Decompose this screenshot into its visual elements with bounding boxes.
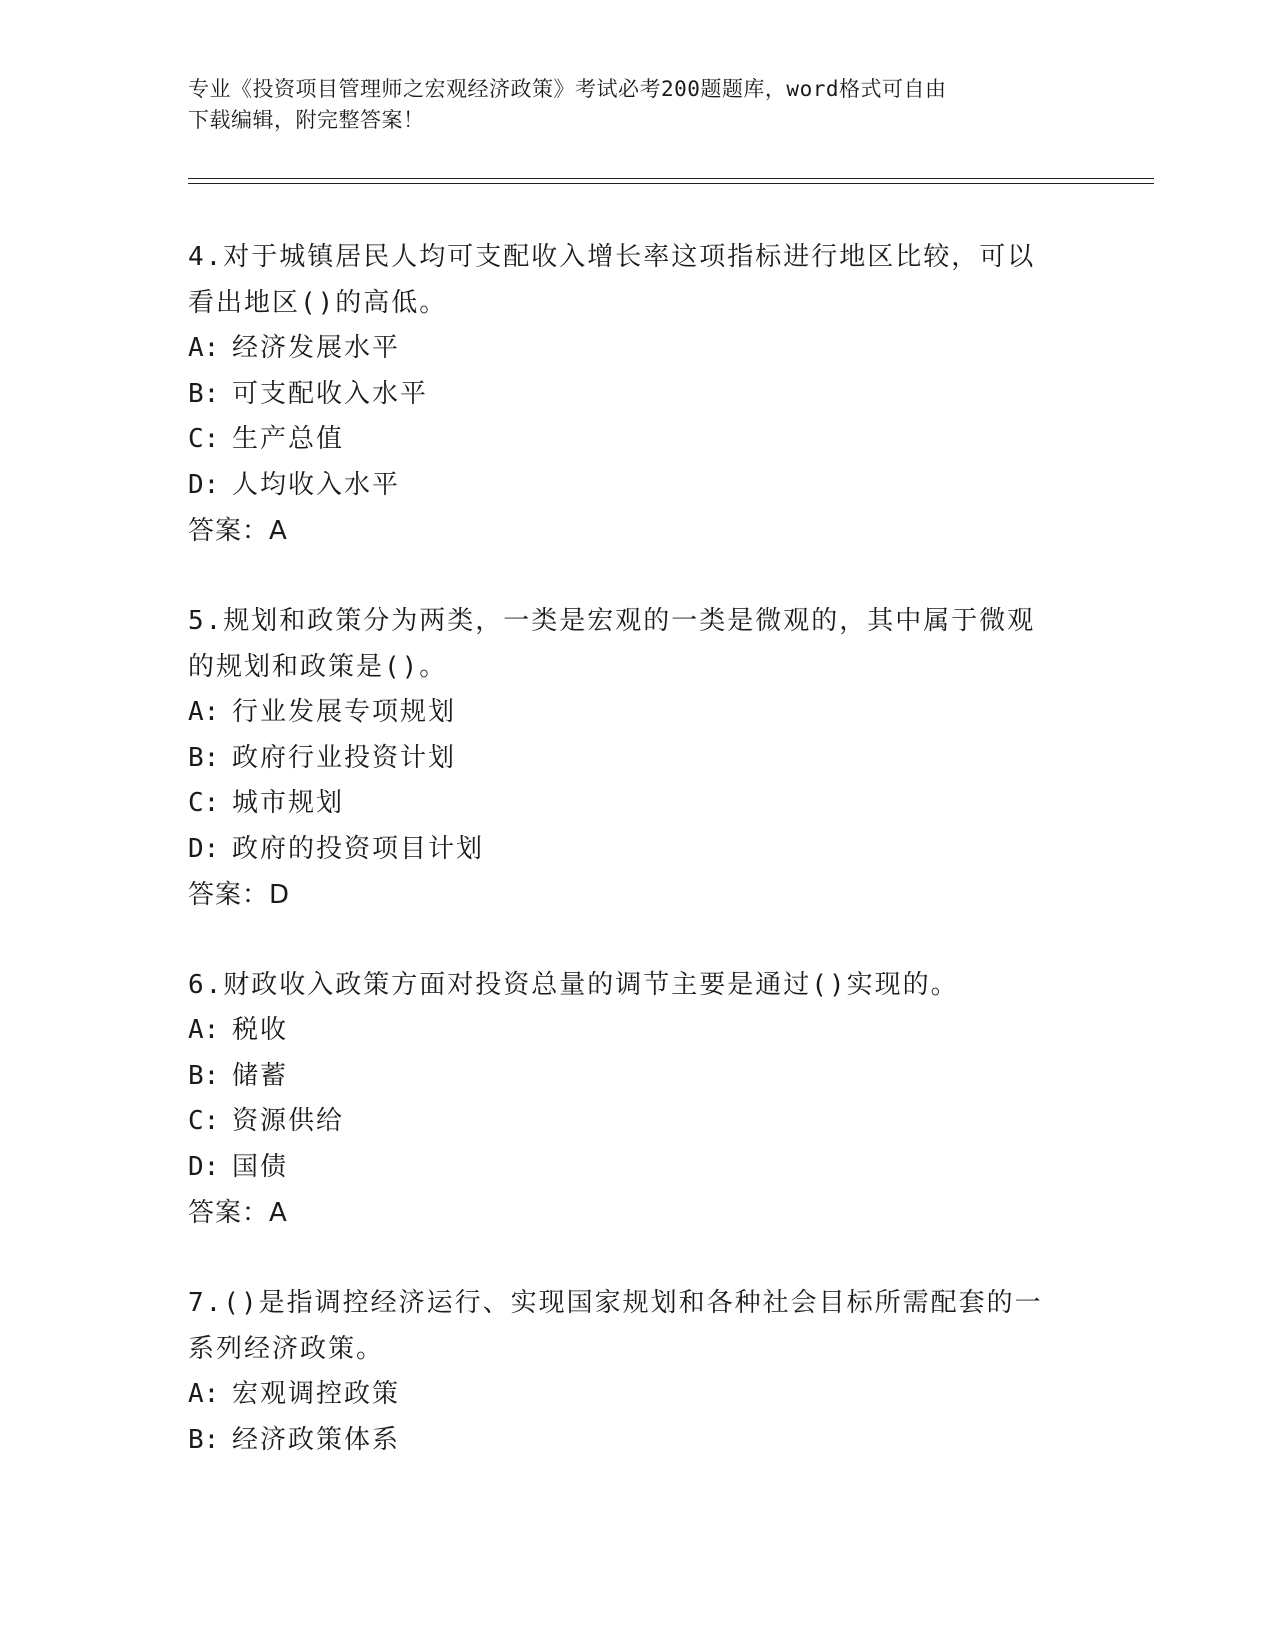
option-a bbox=[188, 326, 1068, 372]
header-divider-bottom bbox=[188, 183, 1154, 184]
question-stem-line: 5.规划和政策分为两类，一类是宏观的一类是微观的，其中属于微观 bbox=[188, 606, 1036, 636]
option-label: D: bbox=[188, 469, 220, 500]
option-b bbox=[188, 736, 1068, 782]
question-stem-line: 6.财政收入政策方面对投资总量的调节主要是通过()实现的。 bbox=[188, 970, 959, 1000]
option-label: C: bbox=[188, 788, 220, 818]
option-d bbox=[188, 463, 1068, 509]
header-line-2: 下载编辑，附完整答案！ bbox=[188, 108, 425, 132]
option-label: A: bbox=[188, 1379, 220, 1409]
option-d bbox=[188, 827, 1068, 873]
question-6 bbox=[188, 962, 1068, 1236]
option-text: 人均收入水平 bbox=[232, 469, 401, 500]
option-text: 政府行业投资计划 bbox=[232, 742, 457, 773]
option-c bbox=[188, 781, 1068, 827]
option-label: B: bbox=[188, 1060, 220, 1091]
answer: 答案：A bbox=[188, 1198, 288, 1228]
question-stem-line: 的规划和政策是()。 bbox=[188, 652, 448, 682]
option-text: 可支配收入水平 bbox=[232, 378, 429, 409]
option-label: C: bbox=[188, 1106, 220, 1136]
option-text: 行业发展专项规划 bbox=[232, 697, 457, 727]
option-text: 经济发展水平 bbox=[232, 333, 401, 363]
option-a bbox=[188, 1372, 1068, 1418]
option-text: 政府的投资项目计划 bbox=[232, 833, 485, 864]
question-stem-line: 系列经济政策。 bbox=[188, 1334, 385, 1364]
option-text: 储蓄 bbox=[232, 1060, 289, 1091]
option-label: A: bbox=[188, 333, 220, 363]
option-text: 城市规划 bbox=[232, 788, 345, 818]
option-label: B: bbox=[188, 378, 220, 409]
question-stem-line: 7.()是指调控经济运行、实现国家规划和各种社会目标所需配套的一 bbox=[188, 1288, 1043, 1318]
option-text: 生产总值 bbox=[232, 424, 345, 454]
document-header bbox=[188, 74, 1068, 136]
answer: 答案：D bbox=[188, 880, 291, 910]
question-7 bbox=[188, 1280, 1068, 1463]
header-divider-top bbox=[188, 178, 1154, 179]
option-b bbox=[188, 1418, 1068, 1464]
header-line-1: 专业《投资项目管理师之宏观经济政策》考试必考200题题库，word格式可自由 bbox=[188, 77, 947, 101]
option-d bbox=[188, 1145, 1068, 1191]
option-label: D: bbox=[188, 833, 220, 864]
option-c bbox=[188, 1099, 1068, 1145]
option-label: B: bbox=[188, 1424, 220, 1455]
option-text: 宏观调控政策 bbox=[232, 1379, 401, 1409]
option-label: B: bbox=[188, 742, 220, 773]
option-label: A: bbox=[188, 1015, 220, 1045]
option-text: 税收 bbox=[232, 1015, 289, 1045]
question-4 bbox=[188, 234, 1068, 554]
option-text: 国债 bbox=[232, 1151, 289, 1182]
option-label: C: bbox=[188, 424, 220, 454]
answer: 答案：A bbox=[188, 516, 288, 546]
option-label: A: bbox=[188, 697, 220, 727]
question-stem-line: 4.对于城镇居民人均可支配收入增长率这项指标进行地区比较，可以 bbox=[188, 242, 1036, 272]
option-b bbox=[188, 1054, 1068, 1100]
option-text: 资源供给 bbox=[232, 1106, 345, 1136]
question-5 bbox=[188, 598, 1068, 918]
option-a bbox=[188, 1008, 1068, 1054]
option-a bbox=[188, 690, 1068, 736]
option-text: 经济政策体系 bbox=[232, 1424, 401, 1455]
question-stem-line: 看出地区()的高低。 bbox=[188, 288, 448, 318]
option-b bbox=[188, 372, 1068, 418]
option-label: D: bbox=[188, 1151, 220, 1182]
option-c bbox=[188, 417, 1068, 463]
